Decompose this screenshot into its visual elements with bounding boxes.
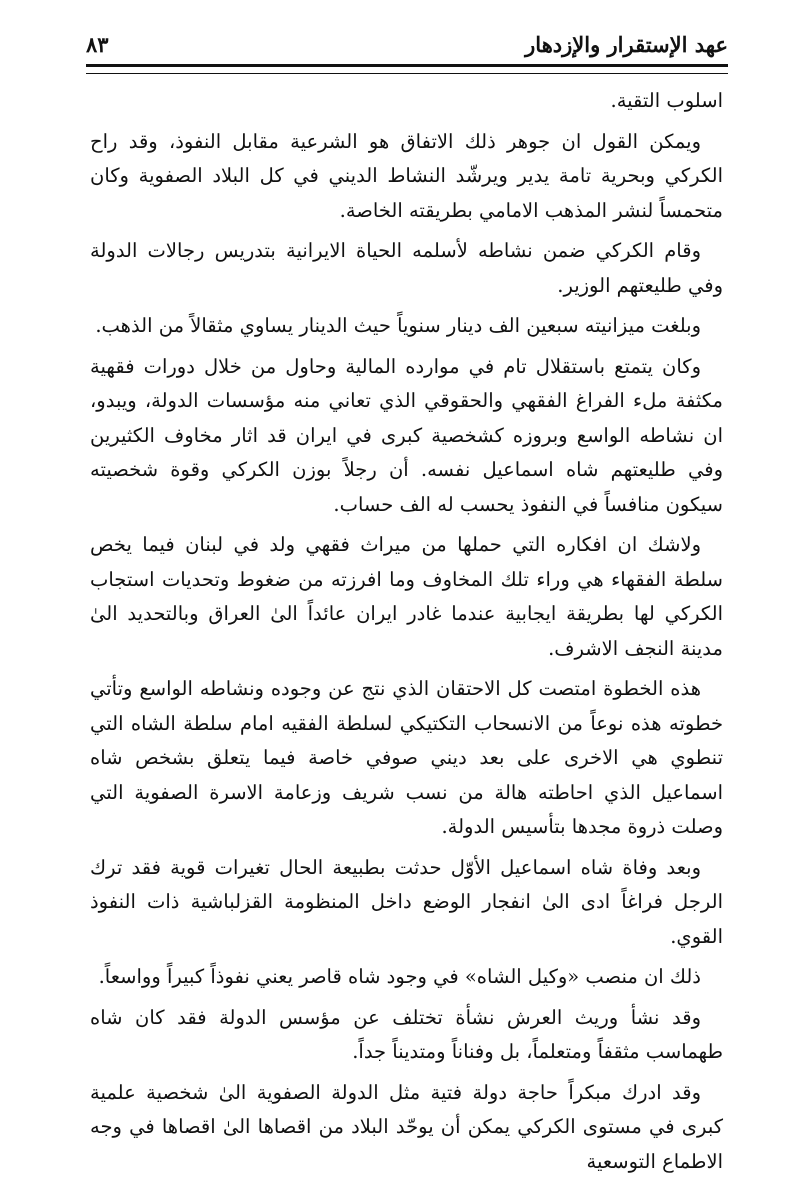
running-header — [86, 30, 728, 64]
chapter-title: عهد الإستقرار والإزدهار — [525, 32, 728, 57]
paragraph: وبعد وفاة شاه اسماعيل الأوّل حدثت بطبيعة الحال تغيرات قوية فقد ترك الرجل فراغاً ادى الىٰ انفجار الوضع داخل المنظومة القزلباشية ذات النفوذ القوي. — [90, 851, 723, 955]
paragraph: وقد ادرك مبكراً حاجة دولة فتية مثل الدولة الصفوية الىٰ شخصية علمية كبرى في مستوى الكركي يمكن أن يوحّد البلاد من اقصاها الىٰ اقصاها في وجه الاطماع التوسعية — [90, 1076, 723, 1179]
paragraph: ولاشك ان افكاره التي حملها من ميراث فقهي ولد في لبنان فيما يخص سلطة الفقهاء هي وراء تلك المخاوف وما افرزته من ضغوط وتحديات استجاب الكركي لها بطريقة ايجابية عندما غادر ايران عائداً الىٰ العراق وبالتحديد الىٰ مدينة النجف الاشرف. — [90, 528, 723, 666]
paragraph: وقد نشأ وريث العرش نشأة تختلف عن مؤسس الدولة فقد كان شاه طهماسب مثقفاً ومتعلماً، بل وفناناً ومتديناً جداً. — [90, 1001, 723, 1070]
paragraph: وكان يتمتع باستقلال تام في موارده المالية وحاول من خلال دورات فقهية مكثفة ملء الفراغ الفقهي والحقوقي الذي تعاني منه مؤسسات الدولة، ويبدو، ان نشاطه الواسع وبروزه كشخصية كبرى في ايران قد اثار مخاوف الكثيرين وفي طليعتهم شاه اسماعيل نفسه. أن رجلاً بوزن الكركي وقوة شخصيته سيكون منافساً في النفوذ يحسب له الف حساب. — [90, 350, 723, 523]
paragraph: ويمكن القول ان جوهر ذلك الاتفاق هو الشرعية مقابل النفوذ، وقد راح الكركي وبحرية تامة يدير ويرشّد النشاط الديني في كل البلاد الصفوية وكان متحمساً لنشر المذهب الامامي بطريقته الخاصة. — [90, 125, 723, 229]
page-number: ٨٣ — [86, 32, 109, 57]
header-divider — [86, 64, 728, 74]
paragraph: هذه الخطوة امتصت كل الاحتقان الذي نتج عن وجوده ونشاطه الواسع وتأتي خطوته هذه نوعاً من الانسحاب التكتيكي لسلطة الفقيه امام سلطة الشاه التي تنطوي هي الاخرى على بعد ديني صوفي خاصة فيما يتعلق بشخص شاه اسماعيل الذي احاطته هالة من نسب شريف وزعامة الاسرة الصفوية التي وصلت ذروة مجدها بتأسيس الدولة. — [90, 672, 723, 845]
body-text — [90, 84, 723, 1179]
paragraph: وبلغت ميزانيته سبعين الف دينار سنوياً حيث الدينار يساوي مثقالاً من الذهب. — [90, 309, 723, 344]
paragraph: اسلوب التقية. — [90, 84, 723, 119]
paragraph: ذلك ان منصب «وكيل الشاه» في وجود شاه قاصر يعني نفوذاً كبيراً وواسعاً. — [90, 960, 723, 995]
paragraph: وقام الكركي ضمن نشاطه لأسلمه الحياة الايرانية بتدريس رجالات الدولة وفي طليعتهم الوزير. — [90, 234, 723, 303]
